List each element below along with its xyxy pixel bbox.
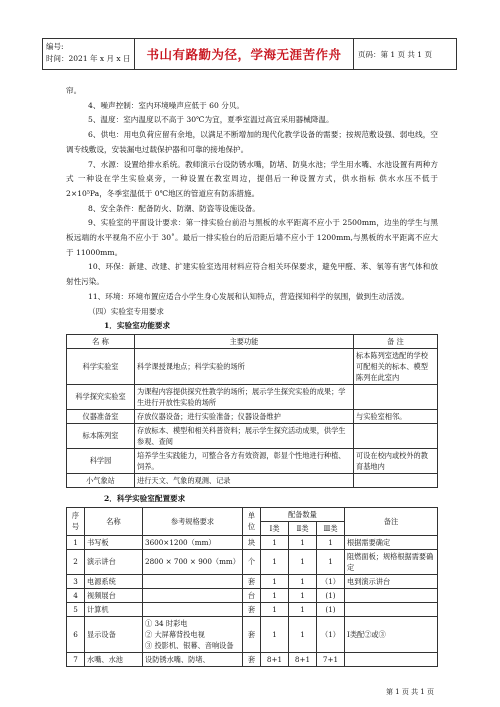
paragraph: 6、供电：用电负荷应留有余地，以满足不断增加的现代化教学设备的需要；按规范敷设强、弱电线，空调专线敷设，安装漏电过载保护器和可靠的接地保护。 (66, 130, 438, 154)
table-cell: 块 (243, 535, 261, 549)
table-cell: 设防锈水嘴、防堵、 (143, 652, 243, 666)
table-cell: 科学课授课地点；科学实验的场所 (135, 348, 354, 384)
table-row (67, 448, 438, 473)
table-cell (143, 588, 243, 602)
table-header: 单位 (243, 507, 261, 535)
table-header: Ⅰ类 (261, 521, 289, 535)
table-cell: 8+1 (289, 652, 317, 666)
table-cell: 存放仪器设备；进行实验准备；仪器设备维护 (135, 409, 354, 423)
document-body (66, 84, 438, 667)
table-cell: 套 (243, 602, 261, 616)
table-row (67, 652, 438, 666)
table-header: Ⅲ类 (317, 521, 345, 535)
paragraph: 7、水源：设置给排水系统。教师演示台设防锈水嘴，防堵、防臭水池；学生用水嘴、水池设置有两种方式 一种设在学生实验桌旁，一种设置在教室周边，提倡后一种设置方式，供水指标 供水水压不低于 2×10⁵Pa，冬季室温低于 0℃地区的管道应有防冻措施。 (66, 159, 438, 198)
table-row (67, 535, 438, 549)
function-table (66, 334, 438, 488)
page-footer: 第 1 页 共 1 页 (385, 688, 434, 696)
table-header: 备 注 (354, 334, 438, 348)
table-cell: 科学实验室 (67, 348, 135, 384)
table-row (67, 588, 438, 602)
table-header: Ⅱ类 (289, 521, 317, 535)
table-cell: 电到演示讲台 (345, 574, 438, 588)
table-cell (354, 384, 438, 409)
table-cell: 3 (67, 574, 85, 588)
paragraph: 10、环保：新建、改建、扩建实验室选用材料应符合相关环保要求，避免甲醛、苯、氡等有害气体和放射性污染。 (66, 262, 438, 287)
table-cell: 计算机 (85, 602, 143, 616)
table-cell: 阻燃面板；规格根据需要确定 (345, 549, 438, 574)
table-cell: 1 (261, 549, 289, 574)
table-cell: 1 (261, 588, 289, 602)
paragraph: 8、安全条件：配备防火、防潮、防盗等设施设备。 (88, 203, 260, 213)
subsection-title: 1．实验室功能要求 (104, 321, 171, 331)
table-cell: 根据需要确定 (345, 535, 438, 549)
table-cell: 台 (243, 588, 261, 602)
paragraph: 9、实验室的平面设计要求：第一排实验台前沿与黑板的水平距离不应小于 2500mm，边坐的学生与黑板远端的水平视角不应小于 30˚。最后一排实验台的后沿距后墙不应小于 1200mm,与黑板的水平距离不应大于 11000mm。 (66, 218, 438, 257)
table-cell: 电源系统 (85, 574, 143, 588)
table-cell: 3600×1200（mm） (143, 535, 243, 549)
table-cell: （1） (317, 616, 345, 652)
table-header: 参考规格要求 (143, 507, 243, 535)
table-cell: ① 34 时彩电 ② 大屏幕背投电视 ③ 投影机、银幕、音响设备 (143, 616, 243, 652)
table-cell: 进行天文、气象的观测、记录 (135, 473, 354, 487)
motto: 书山有路勤为径，学海无涯苦作舟 (135, 39, 354, 69)
table-row (67, 348, 438, 384)
table-cell: 标本陈列室 (67, 423, 135, 448)
table-cell: 2 (67, 549, 85, 574)
table-header: 配备数量 (261, 507, 345, 521)
table-cell: 1 (289, 588, 317, 602)
table-header: 序号 (67, 507, 85, 535)
table-row (67, 409, 438, 423)
table-cell: 套 (243, 652, 261, 666)
table-cell: 1 (261, 535, 289, 549)
page-label: 页码：第 1 页 共 1 页 (358, 49, 432, 59)
table-cell: 1 (67, 535, 85, 549)
table-cell: 8+1 (261, 652, 289, 666)
subsection-title: 2．科学实验室配置要求 (104, 493, 186, 503)
table-cell (354, 473, 438, 487)
table-header: 名称 (85, 507, 143, 535)
paragraph: 11、环境：环境布置应适合小学生身心发展和认知特点，营造探知科学的氛围，做到生动活泼。 (88, 291, 410, 301)
table-cell: Ⅰ类配②或③ (345, 616, 438, 652)
table-cell: 科学园 (67, 448, 135, 473)
table-cell: 可设在校内或校外的教育基地内 (354, 448, 438, 473)
table-cell (354, 423, 438, 448)
table-cell (143, 602, 243, 616)
table-row (67, 384, 438, 409)
table-cell: 7+1 (317, 652, 345, 666)
paragraph: 帘。 (66, 86, 82, 95)
table-header: 主要功能 (135, 334, 354, 348)
table-row (67, 423, 438, 448)
table-cell: 2800 × 700 × 900（mm） (143, 549, 243, 574)
table-cell: 1 (289, 535, 317, 549)
table-cell: 科学探究实验室 (67, 384, 135, 409)
table-cell: 仪器准备室 (67, 409, 135, 423)
table-cell (143, 574, 243, 588)
table-cell: 标本陈列室选配的学校可配相关的标本、模型陈列在此室内 (354, 348, 438, 384)
table-row (67, 473, 438, 487)
table-cell: （1） (317, 574, 345, 588)
table-cell: 1 (289, 616, 317, 652)
page-header (42, 38, 457, 70)
table-cell: 视频展台 (85, 588, 143, 602)
table-cell: 7 (67, 652, 85, 666)
table-cell (345, 652, 438, 666)
table-cell: 演示讲台 (85, 549, 143, 574)
table-row (67, 574, 438, 588)
table-cell: 1 (317, 535, 345, 549)
table-cell: 1 (289, 549, 317, 574)
table-cell: 小气象站 (67, 473, 135, 487)
table-cell: 为课程内容提供探究性教学的场所；展示学生探究实验的成果；学生进行开放性实验的场所 (135, 384, 354, 409)
table-cell: (1) (317, 602, 345, 616)
table-header: 名 称 (67, 334, 135, 348)
table-row (67, 549, 438, 574)
time-label: 时间：2021 年 x 月 x 日 (46, 54, 131, 63)
table-cell: 1 (261, 616, 289, 652)
table-cell: 1 (261, 602, 289, 616)
table-header: 备注 (345, 507, 438, 535)
table-cell: (1) (317, 588, 345, 602)
table-cell: 显示设备 (85, 616, 143, 652)
header-meta (43, 39, 135, 69)
table-row (67, 616, 438, 652)
table-row (67, 602, 438, 616)
table-cell: 存放标本、模型和相关科普资料；展示学生探究活动成果，供学生参观、查阅 (135, 423, 354, 448)
table-cell: 个 (243, 549, 261, 574)
table-cell: 套 (243, 616, 261, 652)
config-table (66, 507, 438, 667)
table-cell: 5 (67, 602, 85, 616)
table-cell: 水嘴、水池 (85, 652, 143, 666)
table-header-row (67, 507, 438, 521)
table-cell: 培养学生实践能力，可整合各方有效资源，彰显个性地进行种植、饲养。 (135, 448, 354, 473)
table-cell: 书写板 (85, 535, 143, 549)
table-cell: 6 (67, 616, 85, 652)
table-cell: 套 (243, 574, 261, 588)
table-cell (345, 588, 438, 602)
paragraph: 5、温度：室内温度以不高于 30℃为宜，夏季室温过高宜采用器械降温。 (88, 115, 334, 125)
table-cell: 与实验室相邻。 (354, 409, 438, 423)
table-header-row (67, 334, 438, 348)
number-label: 编号: (46, 42, 64, 51)
table-cell: 1 (289, 602, 317, 616)
table-cell: 1 (317, 549, 345, 574)
paragraph: 4、噪声控制：室内环境噪声应低于 60 分贝。 (88, 100, 245, 110)
table-cell: 1 (261, 574, 289, 588)
section-title: （四）实验室专用要求 (88, 306, 164, 316)
table-cell: 4 (67, 588, 85, 602)
table-cell: 1 (289, 574, 317, 588)
table-cell (345, 602, 438, 616)
